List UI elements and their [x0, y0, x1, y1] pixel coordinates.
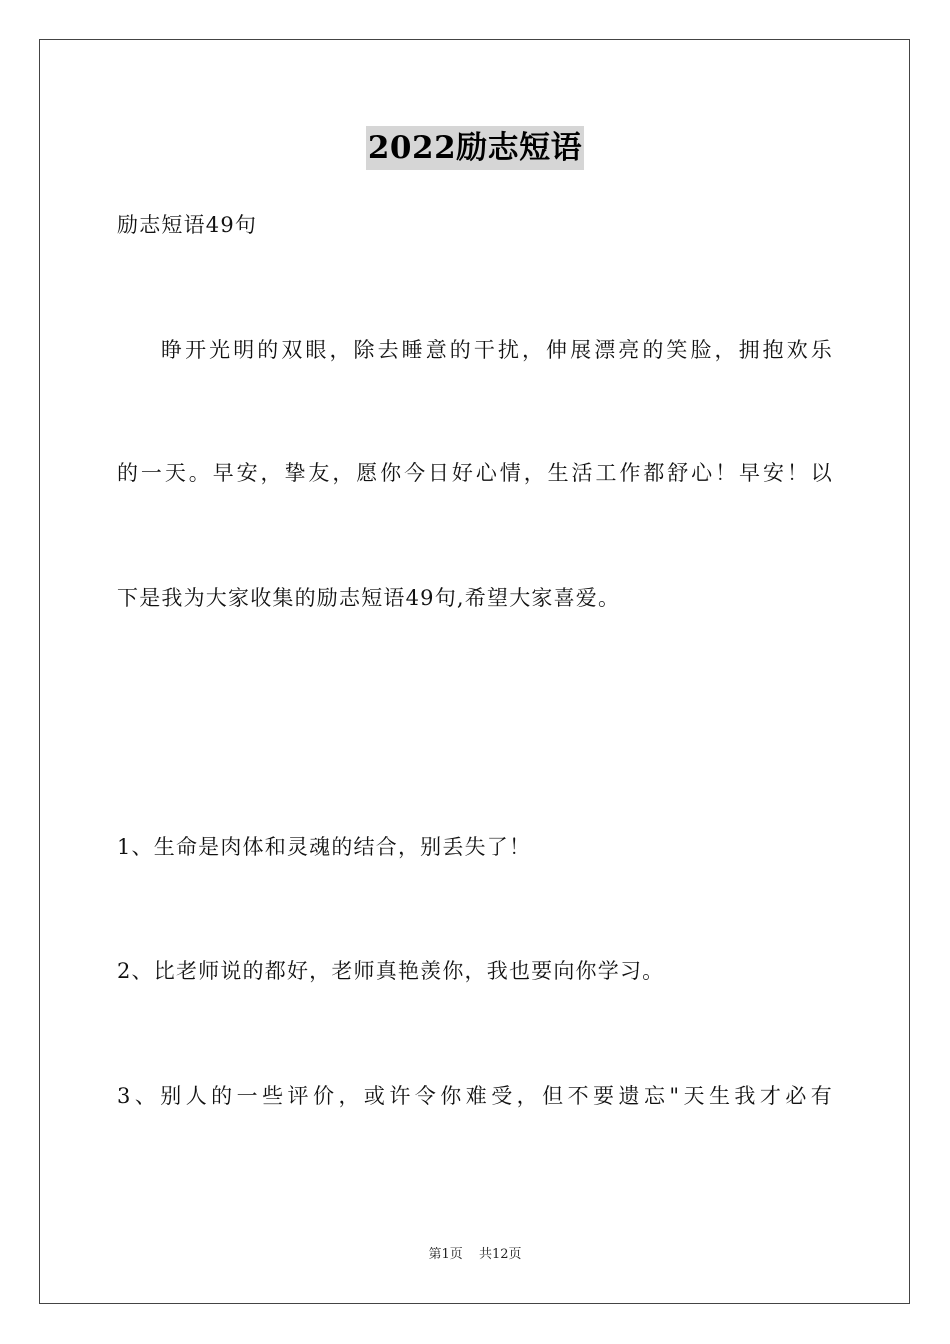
page-footer: [0, 1245, 950, 1265]
page-number: 第1页: [428, 1247, 463, 1262]
document-title: 2022励志短语: [366, 126, 584, 170]
intro-line-3: 下是我为大家收集的励志短语49句,希望大家喜爱。: [117, 586, 621, 610]
title-container: [0, 126, 950, 170]
list-item-1: 1、生命是肉体和灵魂的结合，别丢失了！: [117, 835, 532, 859]
list-item-2: 2、比老师说的都好，老师真艳羡你，我也要向你学习。: [117, 959, 665, 983]
intro-line-2: 的一天。早安，挚友，愿你今日好心情，生活工作都舒心！早安！以: [117, 461, 833, 485]
list-item-3: 3、别人的一些评价，或许令你难受，但不要遗忘"天生我才必有: [117, 1084, 833, 1108]
page-total: 共12页: [478, 1247, 522, 1262]
document-subtitle: 励志短语49句: [117, 213, 258, 237]
intro-line-1: 睁开光明的双眼，除去睡意的干扰，伸展漂亮的笑脸，拥抱欢乐: [161, 338, 833, 362]
